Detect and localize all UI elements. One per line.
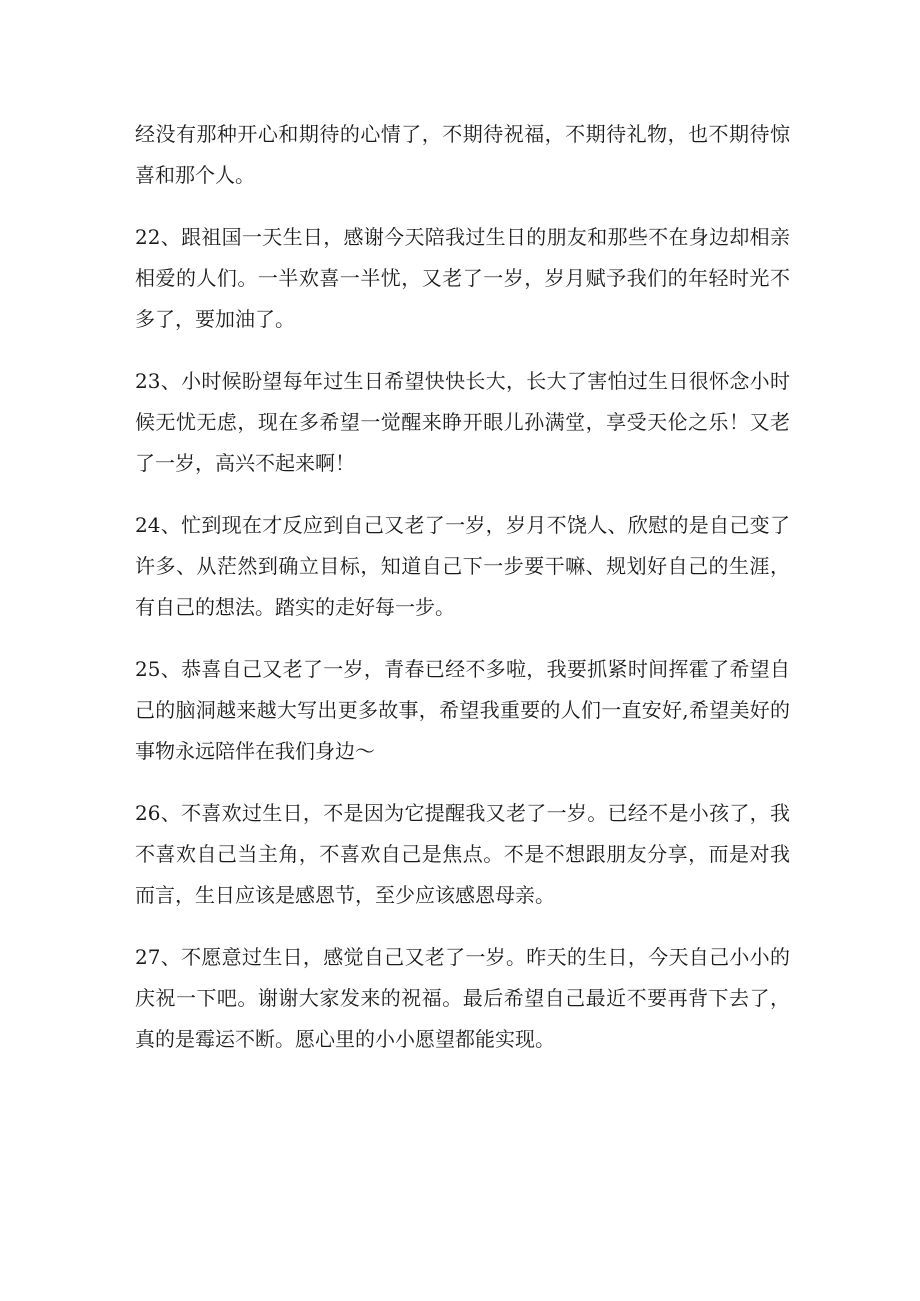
paragraph-23: 23、小时候盼望每年过生日希望快快长大，长大了害怕过生日很怀念小时候无忧无虑，现在多希望一觉醒来睁开眼儿孙满堂，享受天伦之乐！又老了一岁，高兴不起来啊！ <box>135 369 790 475</box>
paragraph-27: 27、不愿意过生日，感觉自己又老了一岁。昨天的生日，今天自己小小的庆祝一下吧。谢谢大家发来的祝福。最后希望自己最近不要再背下去了，真的是霉运不断。愿心里的小小愿望都能实现。 <box>135 945 790 1051</box>
paragraph-24: 24、忙到现在才反应到自己又老了一岁，岁月不饶人、欣慰的是自己变了许多、从茫然到确立目标，知道自己下一步要干嘛、规划好自己的生涯，有自己的想法。踏实的走好每一步。 <box>135 513 790 619</box>
document-body <box>135 114 790 1081</box>
paragraph-26: 26、不喜欢过生日，不是因为它提醒我又老了一岁。已经不是小孩了，我不喜欢自己当主角，不喜欢自己是焦点。不是不想跟朋友分享，而是对我而言，生日应该是感恩节，至少应该感恩母亲。 <box>135 801 790 907</box>
paragraph-25: 25、恭喜自己又老了一岁，青春已经不多啦，我要抓紧时间挥霍了希望自己的脑洞越来越大写出更多故事，希望我重要的人们一直安好,希望美好的事物永远陪伴在我们身边～ <box>135 657 790 763</box>
paragraph-continued: 经没有那种开心和期待的心情了，不期待祝福，不期待礼物，也不期待惊喜和那个人。 <box>135 122 790 187</box>
paragraph-22: 22、跟祖国一天生日，感谢今天陪我过生日的朋友和那些不在身边却相亲相爱的人们。一半欢喜一半忧，又老了一岁，岁月赋予我们的年轻时光不多了，要加油了。 <box>135 225 790 331</box>
